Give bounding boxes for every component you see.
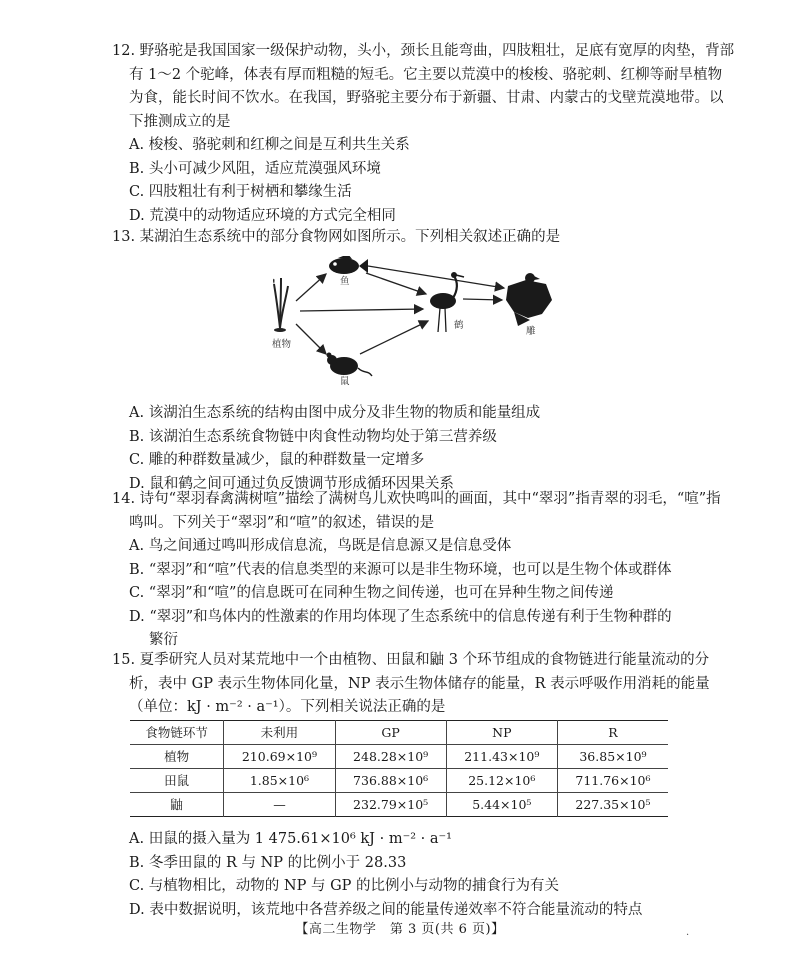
crane-label: 鹤 — [454, 320, 464, 331]
table-header-cell: R — [557, 721, 668, 745]
table-row — [130, 793, 668, 817]
table-header-cell: NP — [446, 721, 557, 745]
q13-option-c: C. 雕的种群数量减少，鼠的种群数量一定增多 — [129, 452, 425, 468]
q14-option-d-continuation: 繁衍 — [149, 632, 178, 648]
q12-option-b: B. 头小可减少风阻，适应荒漠强风环境 — [129, 160, 381, 177]
arrow-plant-to-rat — [296, 324, 326, 354]
q14-option-d: D. “翠羽”和鸟体内的性激素的作用均体现了生态系统中的信息传递有利于生物种群的 — [129, 608, 672, 625]
eagle-icon — [506, 273, 552, 326]
q15-stem-line-2: 析，表中 GP 表示生物体同化量，NP 表示生物体储存的能量，R 表示呼吸作用消耗的能量 — [129, 675, 710, 692]
q14-stem-line-1: 14. 诗句“翠羽春禽满树喧”描绘了满树鸟儿欢快鸣叫的画面，其中“翠羽”指青翠的羽毛，“喧”指 — [112, 491, 721, 507]
q15-stem-line-3: （单位：kJ · m⁻² · a⁻¹）。下列相关说法正确的是 — [129, 699, 446, 715]
q15-option-c: C. 与植物相比，动物的 NP 与 GP 的比例小与动物的捕食行为有关 — [129, 878, 560, 894]
table-cell: 36.85×10⁹ — [557, 745, 668, 769]
fish-label: 鱼 — [340, 276, 350, 287]
plant-label: 植物 — [272, 339, 292, 350]
q12-stem-line-3: 为食，能长时间不饮水。在我国，野骆驼主要分布于新疆、甘肃、内蒙古的戈壁荒漠地带。以 — [129, 90, 724, 106]
table-cell: — — [224, 793, 335, 817]
corner-mark: · — [686, 930, 690, 941]
table-cell: 25.12×10⁶ — [446, 769, 557, 793]
q13-option-d: D. 鼠和鹤之间可通过负反馈调节形成循环因果关系 — [129, 475, 454, 492]
arrow-plant-to-crane — [300, 309, 423, 311]
table-cell: 232.79×10⁵ — [335, 793, 446, 817]
table-header-cell: GP — [335, 721, 446, 745]
table-header-row — [130, 721, 668, 745]
rat-icon — [327, 353, 373, 377]
arrow-fish-to-eagle — [368, 266, 504, 288]
q14-option-c: C. “翠羽”和“喧”的信息既可在同种生物之间传递，也可在异种生物之间传递 — [129, 585, 614, 601]
arrow-fish-to-crane — [366, 273, 426, 294]
table-cell: 1.85×10⁶ — [224, 769, 335, 793]
q15-option-b: B. 冬季田鼠的 R 与 NP 的比例小于 28.33 — [129, 854, 407, 871]
q15-stem-line-1: 15. 夏季研究人员对某荒地中一个由植物、田鼠和鼬 3 个环节组成的食物链进行能量流动的分 — [112, 652, 710, 668]
q15-option-a: A. 田鼠的摄入量为 1 475.61×10⁶ kJ · m⁻² · a⁻¹ — [129, 831, 452, 847]
q12-option-c: C. 四肢粗壮有利于树栖和攀缘生活 — [129, 184, 352, 200]
table-cell: 227.35×10⁵ — [557, 793, 668, 817]
plant-icon — [273, 278, 288, 332]
q14-option-b: B. “翠羽”和“喧”代表的信息类型的来源可以是非生物环境，也可以是生物个体或群体 — [129, 561, 672, 578]
rat-label: 鼠 — [340, 376, 350, 386]
table-cell: 5.44×10⁵ — [446, 793, 557, 817]
arrow-rat-to-crane — [360, 321, 428, 354]
food-web-diagram — [268, 256, 558, 386]
table-cell: 植物 — [130, 745, 224, 769]
q12-stem-line-1: 12. 野骆驼是我国国家一级保护动物，头小，颈长且能弯曲，四肢粗壮，足底有宽厚的肉垫，背部 — [112, 43, 735, 59]
q13-option-a: A. 该湖泊生态系统的结构由图中成分及非生物的物质和能量组成 — [129, 405, 541, 421]
fish-icon — [329, 256, 368, 274]
q15-options — [112, 828, 692, 922]
question-12 — [112, 40, 735, 228]
eagle-label: 雕 — [526, 326, 536, 337]
table-row — [130, 769, 668, 793]
table-cell: 248.28×10⁹ — [335, 745, 446, 769]
table-cell: 736.88×10⁶ — [335, 769, 446, 793]
table-header-cell: 未利用 — [224, 721, 335, 745]
q15-option-d: D. 表中数据说明，该荒地中各营养级之间的能量传递效率不符合能量流动的特点 — [129, 901, 643, 918]
table-cell: 210.69×10⁹ — [224, 745, 335, 769]
q14-stem-line-2: 鸣叫。下列关于“翠羽”和“喧”的叙述，错误的是 — [129, 514, 435, 531]
question-13 — [112, 226, 692, 250]
table-cell: 711.76×10⁶ — [557, 769, 668, 793]
q13-options — [112, 402, 692, 496]
q13-option-b: B. 该湖泊生态系统食物链中肉食性动物均处于第三营养级 — [129, 428, 497, 445]
arrow-crane-to-eagle — [463, 299, 502, 300]
question-15 — [112, 649, 710, 720]
page-footer: 【高二生物学 第 3 页(共 6 页)】 — [295, 922, 505, 937]
q12-stem-line-4: 下推测成立的是 — [129, 113, 231, 130]
q12-stem-line-2: 有 1～2 个驼峰，体表有厚而粗糙的短毛。它主要以荒漠中的梭梭、骆驼刺、红柳等耐旱植物 — [129, 66, 723, 83]
q13-stem: 13. 某湖泊生态系统中的部分食物网如图所示。下列相关叙述正确的是 — [112, 229, 561, 245]
table-cell: 鼬 — [130, 793, 224, 817]
table-row — [130, 745, 668, 769]
table-header-cell: 食物链环节 — [130, 721, 224, 745]
table-cell: 211.43×10⁹ — [446, 745, 557, 769]
q14-option-a: A. 鸟之间通过鸣叫形成信息流，鸟既是信息源又是信息受体 — [129, 538, 512, 554]
table-cell: 田鼠 — [130, 769, 224, 793]
energy-flow-table — [130, 720, 668, 817]
question-14 — [112, 488, 721, 653]
q12-option-a: A. 梭梭、骆驼刺和红柳之间是互利共生关系 — [129, 137, 410, 153]
q12-option-d: D. 荒漠中的动物适应环境的方式完全相同 — [129, 207, 396, 224]
arrow-plant-to-fish — [296, 274, 326, 301]
